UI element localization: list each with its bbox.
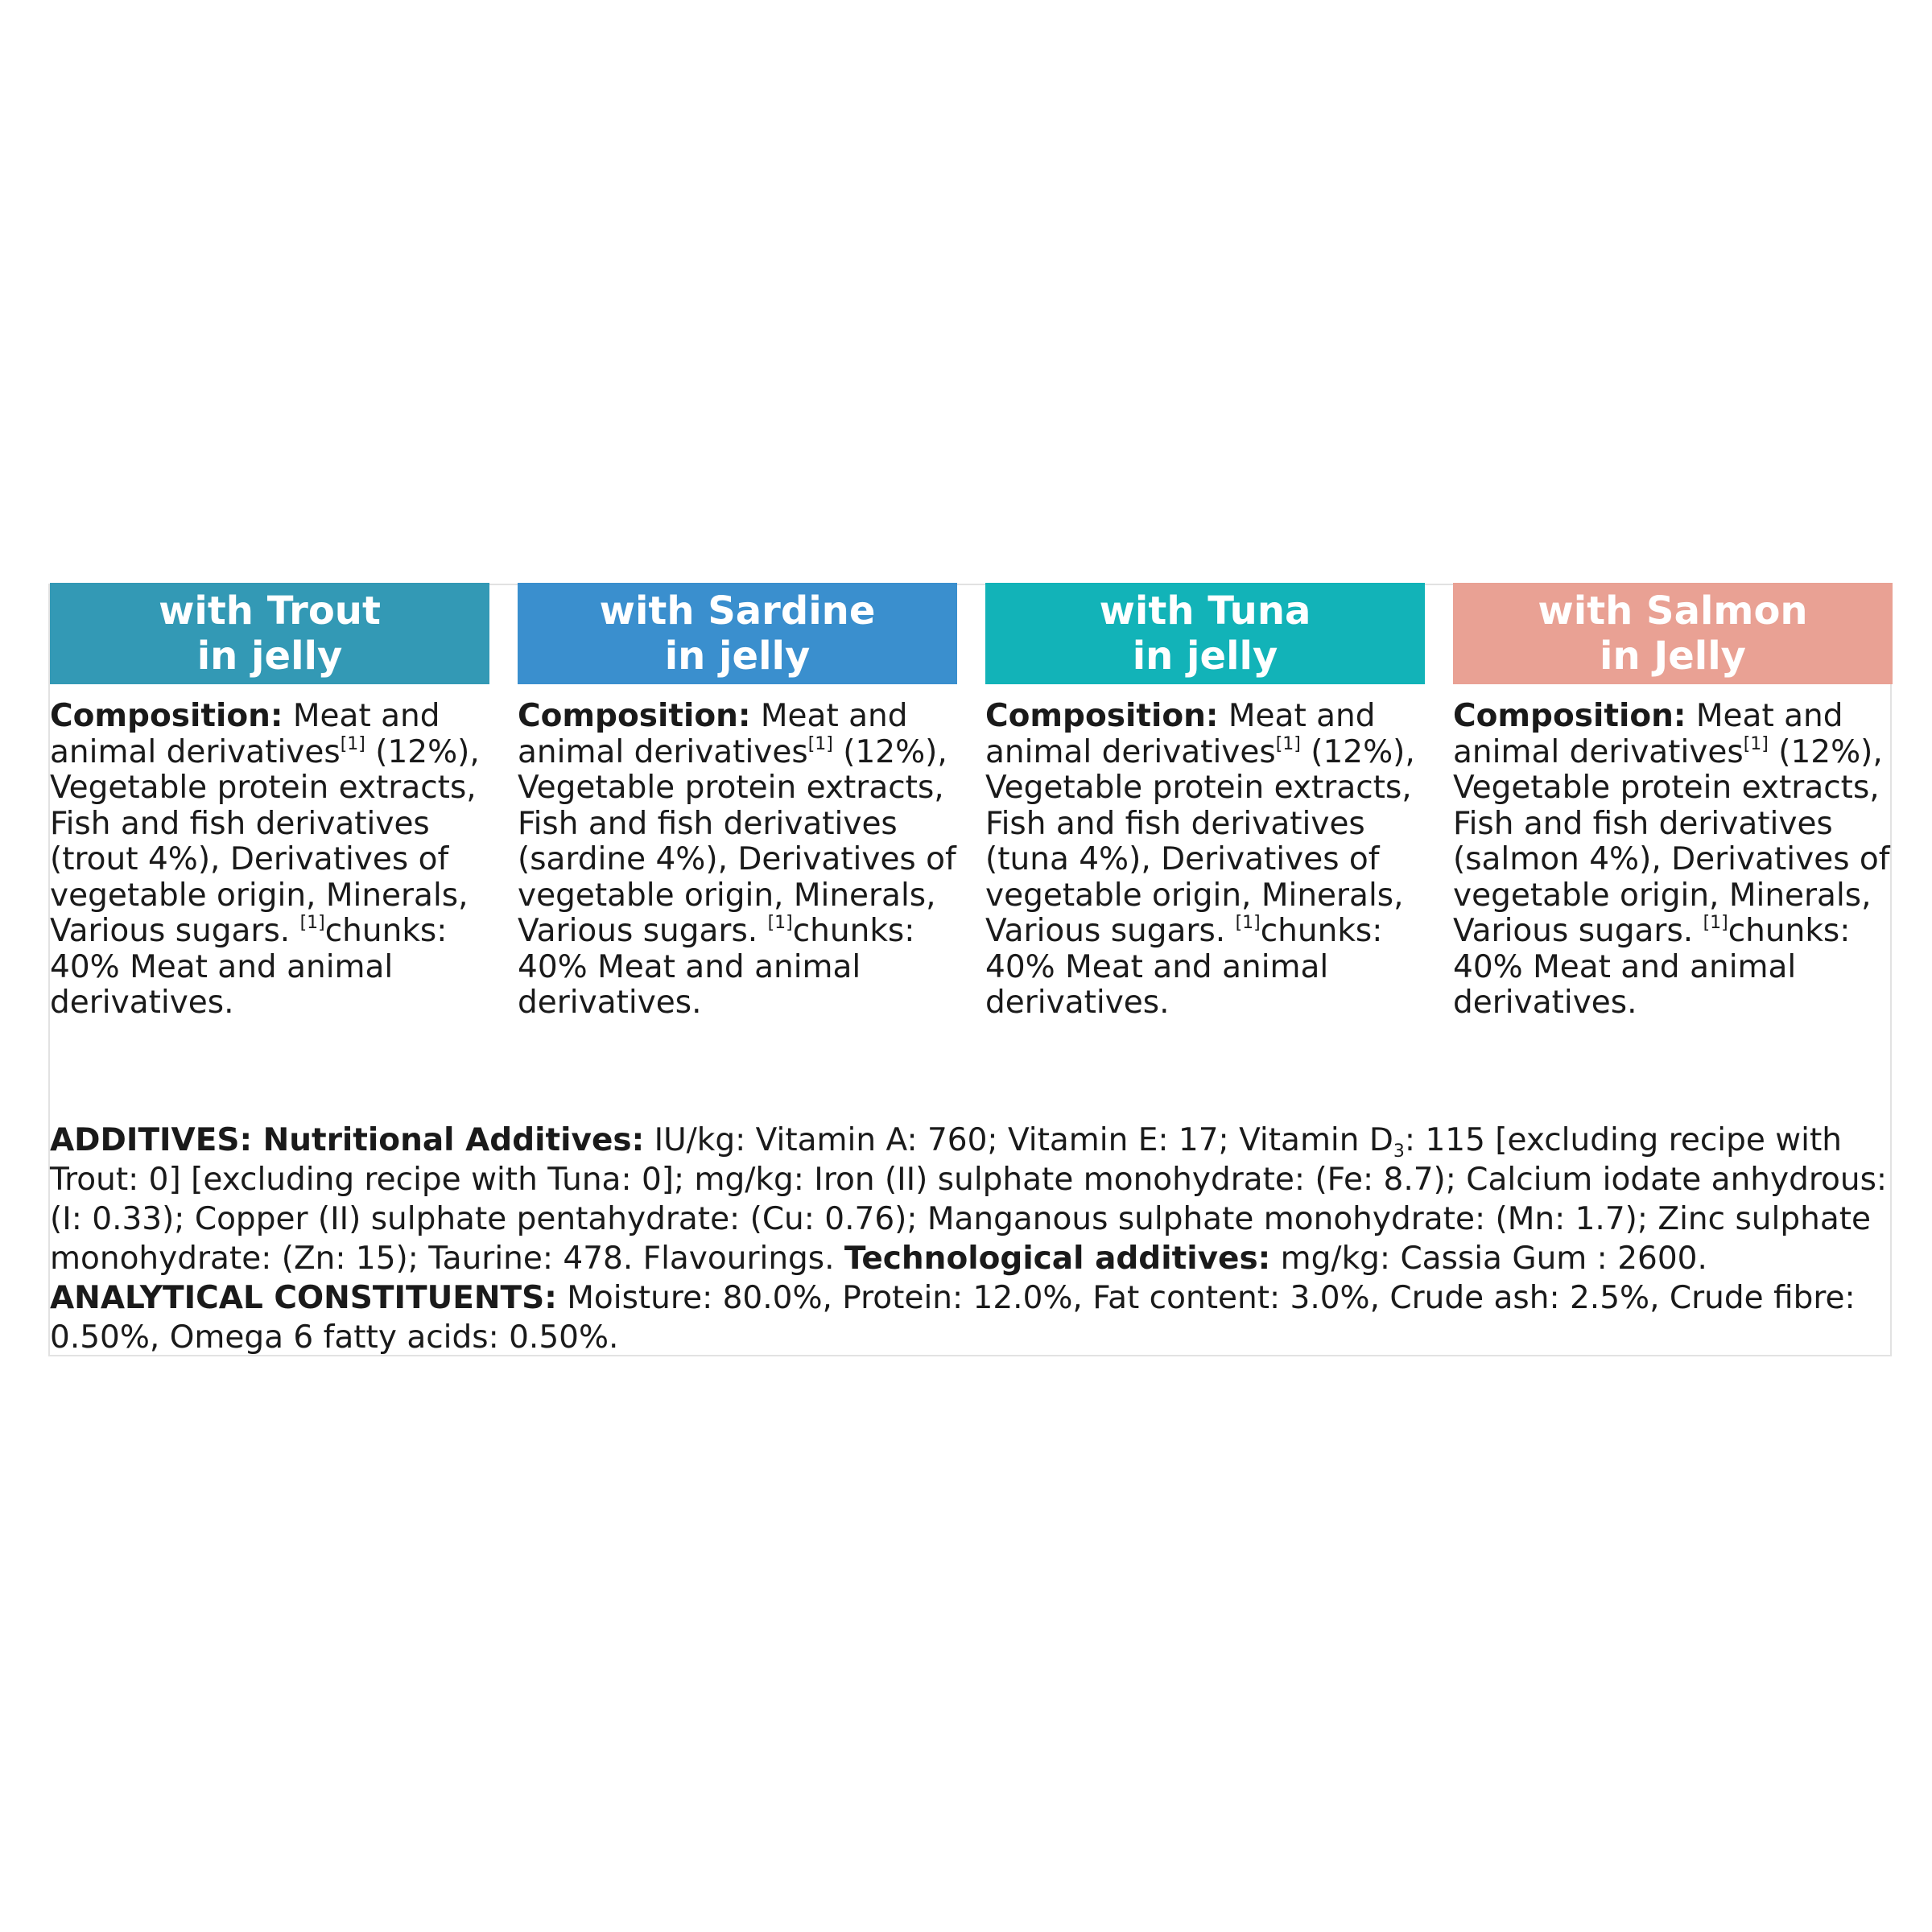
footnote-mark: [1]: [340, 733, 365, 754]
composition-text: Meat and animal derivatives: [518, 698, 908, 770]
additives-text: : 115 [excluding recipe with Trout: 0] [excluding recipe with Tuna: 0]; mg/kg: Iron (II) sulphate monohydrate: (Fe: 8.7); Calcium iodate anhydrous: (I: 0.33); Copper (II) sulphate pentahydrate: (Cu: 0.76); Manganous sulphate monohydrate: (Mn: 1.7); Zinc sulphate monohydrate: (Zn: 15); Taurine: 478. Flavourings.: [50, 1122, 1888, 1277]
recipe-title-line2: in jelly: [664, 634, 811, 679]
composition-text: chunks: 40% Meat and animal derivatives.: [518, 913, 915, 1021]
composition-text: chunks: 40% Meat and animal derivatives.: [1453, 913, 1851, 1021]
footnote-mark: [1]: [1743, 733, 1769, 754]
recipe-header-sardine: [518, 583, 957, 684]
analytical-paragraph: [50, 1278, 1893, 1357]
footnote-mark: [1]: [1703, 913, 1728, 933]
composition-text: (12%), Vegetable protein extracts, Fish and fish derivatives (salmon 4%), Derivatives of vegetable origin, Minerals, Various sugars.: [1453, 733, 1890, 949]
composition-text: chunks: 40% Meat and animal derivatives.: [50, 913, 448, 1021]
analytical-text: Moisture: 80.0%, Protein: 12.0%, Fat content: 3.0%, Crude ash: 2.5%, Crude fibre: 0.50%, Omega 6 fatty acids: 0.50%.: [50, 1280, 1856, 1356]
composition-trout: [50, 699, 501, 1022]
recipe-title-line1: with Sardine: [599, 588, 876, 634]
additives-block: [50, 1121, 1893, 1357]
footnote-mark: [1]: [299, 913, 325, 933]
composition-text: Meat and animal derivatives: [1453, 698, 1843, 770]
additives-text: IU/kg: Vitamin A: 760; Vitamin E: 17; Vitamin D: [644, 1122, 1393, 1158]
additives-paragraph: [50, 1121, 1893, 1278]
composition-text: Meat and animal derivatives: [985, 698, 1376, 770]
composition-label: Composition:: [985, 698, 1219, 734]
composition-tuna: [985, 699, 1436, 1022]
recipe-header-trout: [50, 583, 489, 684]
recipe-title-line1: with Tuna: [1099, 588, 1311, 634]
composition-salmon: [1453, 699, 1904, 1022]
technological-additives-label: Technological additives:: [844, 1241, 1271, 1277]
composition-text: chunks: 40% Meat and animal derivatives.: [985, 913, 1383, 1021]
recipe-title-line1: with Salmon: [1538, 588, 1808, 634]
footnote-mark: [1]: [1235, 913, 1261, 933]
composition-text: Meat and animal derivatives: [50, 698, 440, 770]
recipe-header-salmon: [1453, 583, 1893, 684]
technological-additives-text: mg/kg: Cassia Gum : 2600.: [1270, 1241, 1707, 1277]
composition-text: (12%), Vegetable protein extracts, Fish and fish derivatives (tuna 4%), Derivatives of vegetable origin, Minerals, Various sugars.: [985, 733, 1415, 949]
composition-text: (12%), Vegetable protein extracts, Fish and fish derivatives (sardine 4%), Derivatives of vegetable origin, Minerals, Various sugars.: [518, 733, 956, 949]
recipe-header-tuna: [985, 583, 1425, 684]
analytical-label: ANALYTICAL CONSTITUENTS:: [50, 1280, 557, 1316]
composition-label: Composition:: [1453, 698, 1686, 734]
recipe-title-line2: in Jelly: [1600, 634, 1746, 679]
recipe-title-line2: in jelly: [196, 634, 343, 679]
composition-sardine: [518, 699, 968, 1022]
footnote-mark: [1]: [807, 733, 833, 754]
additives-label: ADDITIVES:: [50, 1122, 253, 1158]
composition-label: Composition:: [518, 698, 751, 734]
footnote-mark: [1]: [1275, 733, 1301, 754]
vitamin-d-subscript: 3: [1393, 1141, 1405, 1162]
footnote-mark: [1]: [767, 913, 793, 933]
recipe-title-line1: with Trout: [159, 588, 381, 634]
composition-text: (12%), Vegetable protein extracts, Fish and fish derivatives (trout 4%), Derivatives of vegetable origin, Minerals, Various sugars.: [50, 733, 480, 949]
composition-label: Composition:: [50, 698, 283, 734]
nutritional-additives-label: Nutritional Additives:: [252, 1122, 645, 1158]
recipe-title-line2: in jelly: [1132, 634, 1278, 679]
